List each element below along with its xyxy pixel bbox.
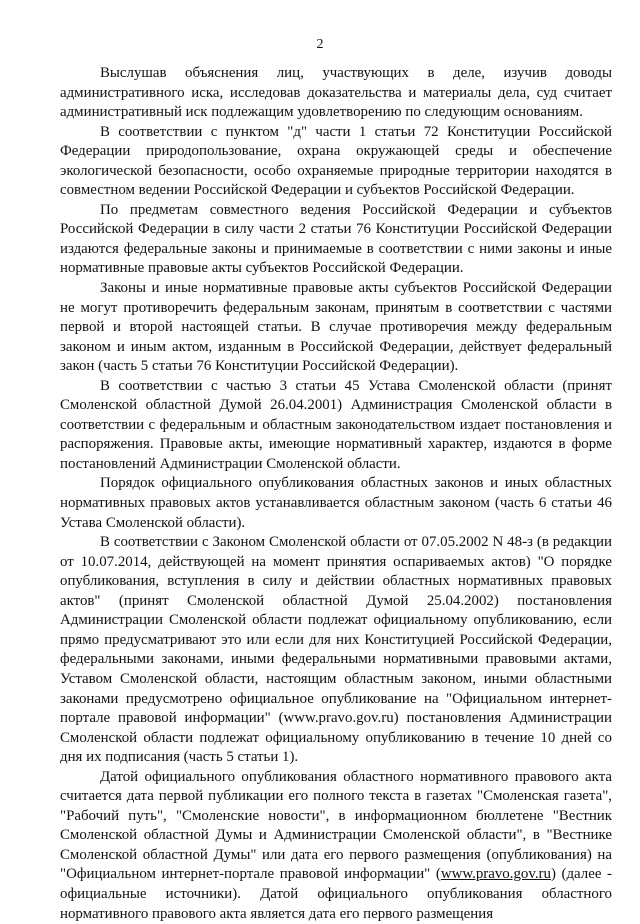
paragraph-charter-article-46: Порядок официального опубликования областных законов и иных областных нормативных правовых актов устанавливается областным законом (часть 6 статьи 46 Устава Смоленской области). — [60, 475, 612, 531]
paragraph-article-76-part-2: По предметам совместного ведения Российской Федерации и субъектов Российской Федерации в силу части 2 статьи 76 Конституции Российской Федерации издаются федеральные законы и принимаемые в соответствии с ними законы и иные нормативные правовые акты субъектов Российской Федерации. — [60, 201, 612, 277]
page-number: 2 — [316, 37, 324, 52]
pravo-gov-ru-link[interactable]: www.pravo.gov.ru — [440, 866, 551, 883]
paragraph-regional-law-48z: В соответствии с Законом Смоленской области от 07.05.2002 N 48-з (в редакции от 10.07.2014, действующей на момент принятия оспариваемых актов) "О порядке опубликования, вступления в силу и действии областных нормативных правовых актов" (принят Смоленской областной Думой 25.04.2002) постановления Администрации Смоленской области подлежат официальному опубликованию, если прямо предусматривают это или если для них Конституцией Российской Федерации, федеральными законами, иными федеральными нормативными правовыми актами, Уставом Смоленской области, настоящим областным законом, иными областными законами предусмотрено официальное опубликование на "Официальном интернет-портале правовой информации" (www.pravo.gov.ru) постановления Администрации Смоленской области подлежат официальному опубликованию в течение 10 дней со дня их подписания (часть 5 статьи 1). — [60, 534, 612, 766]
paragraph-article-72: В соответствии с пунктом "д" части 1 статьи 72 Конституции Российской Федерации природопользование, охрана окружающей среды и обеспечение экологической безопасности, особо охраняемые природные территории находятся в совместном ведении Российской Федерации и субъектов Российской Федерации. — [60, 123, 612, 199]
paragraph-publication-date-text-end: ) (далее - официальные источники). Датой официального опубликования областного нормативного правового акта является дата его первого размещения — [60, 866, 612, 922]
paragraph-hearing-conclusion: Выслушав объяснения лиц, участвующих в деле, изучив доводы административного иска, исследовав доказательства и материалы дела, суд считает административный иск подлежащим удовлетворению по следующим основаниям. — [60, 65, 612, 121]
document-body — [60, 64, 612, 924]
paragraph-charter-article-45: В соответствии с частью 3 статьи 45 Устава Смоленской области (принят Смоленской областной Думой 26.04.2001) Администрация Смоленской области в соответствии с федеральным и областным законодательством издает постановления и распоряжения. Правовые акты, имеющие нормативный характер, издаются в форме постановлений Администрации Смоленской области. — [60, 377, 612, 472]
paragraph-article-76-part-5: Законы и иные нормативные правовые акты субъектов Российской Федерации не могут противоречить федеральным законам, принятым в соответствии с частями первой и второй настоящей статьи. В случае противоречия между федеральным законом и иным актом, изданным в Российской Федерации, действует федеральный закон (часть 5 статьи 76 Конституции Российской Федерации). — [60, 280, 612, 375]
paragraph-publication-date-text-start: Датой официального опубликования областного нормативного правового акта считается дата первой публикации его полного текста в газетах "Смоленская газета", "Рабочий путь", "Смоленские новости", в информационном бюллетене "Вестник Смоленской областной Думы и Администрации Смоленской области", в "Вестнике Смоленской областной Думы" или дата его первого размещения (опубликования) на "Официальном интернет-портале правовой информации" ( — [60, 768, 612, 883]
paragraph-publication-date — [60, 768, 612, 924]
